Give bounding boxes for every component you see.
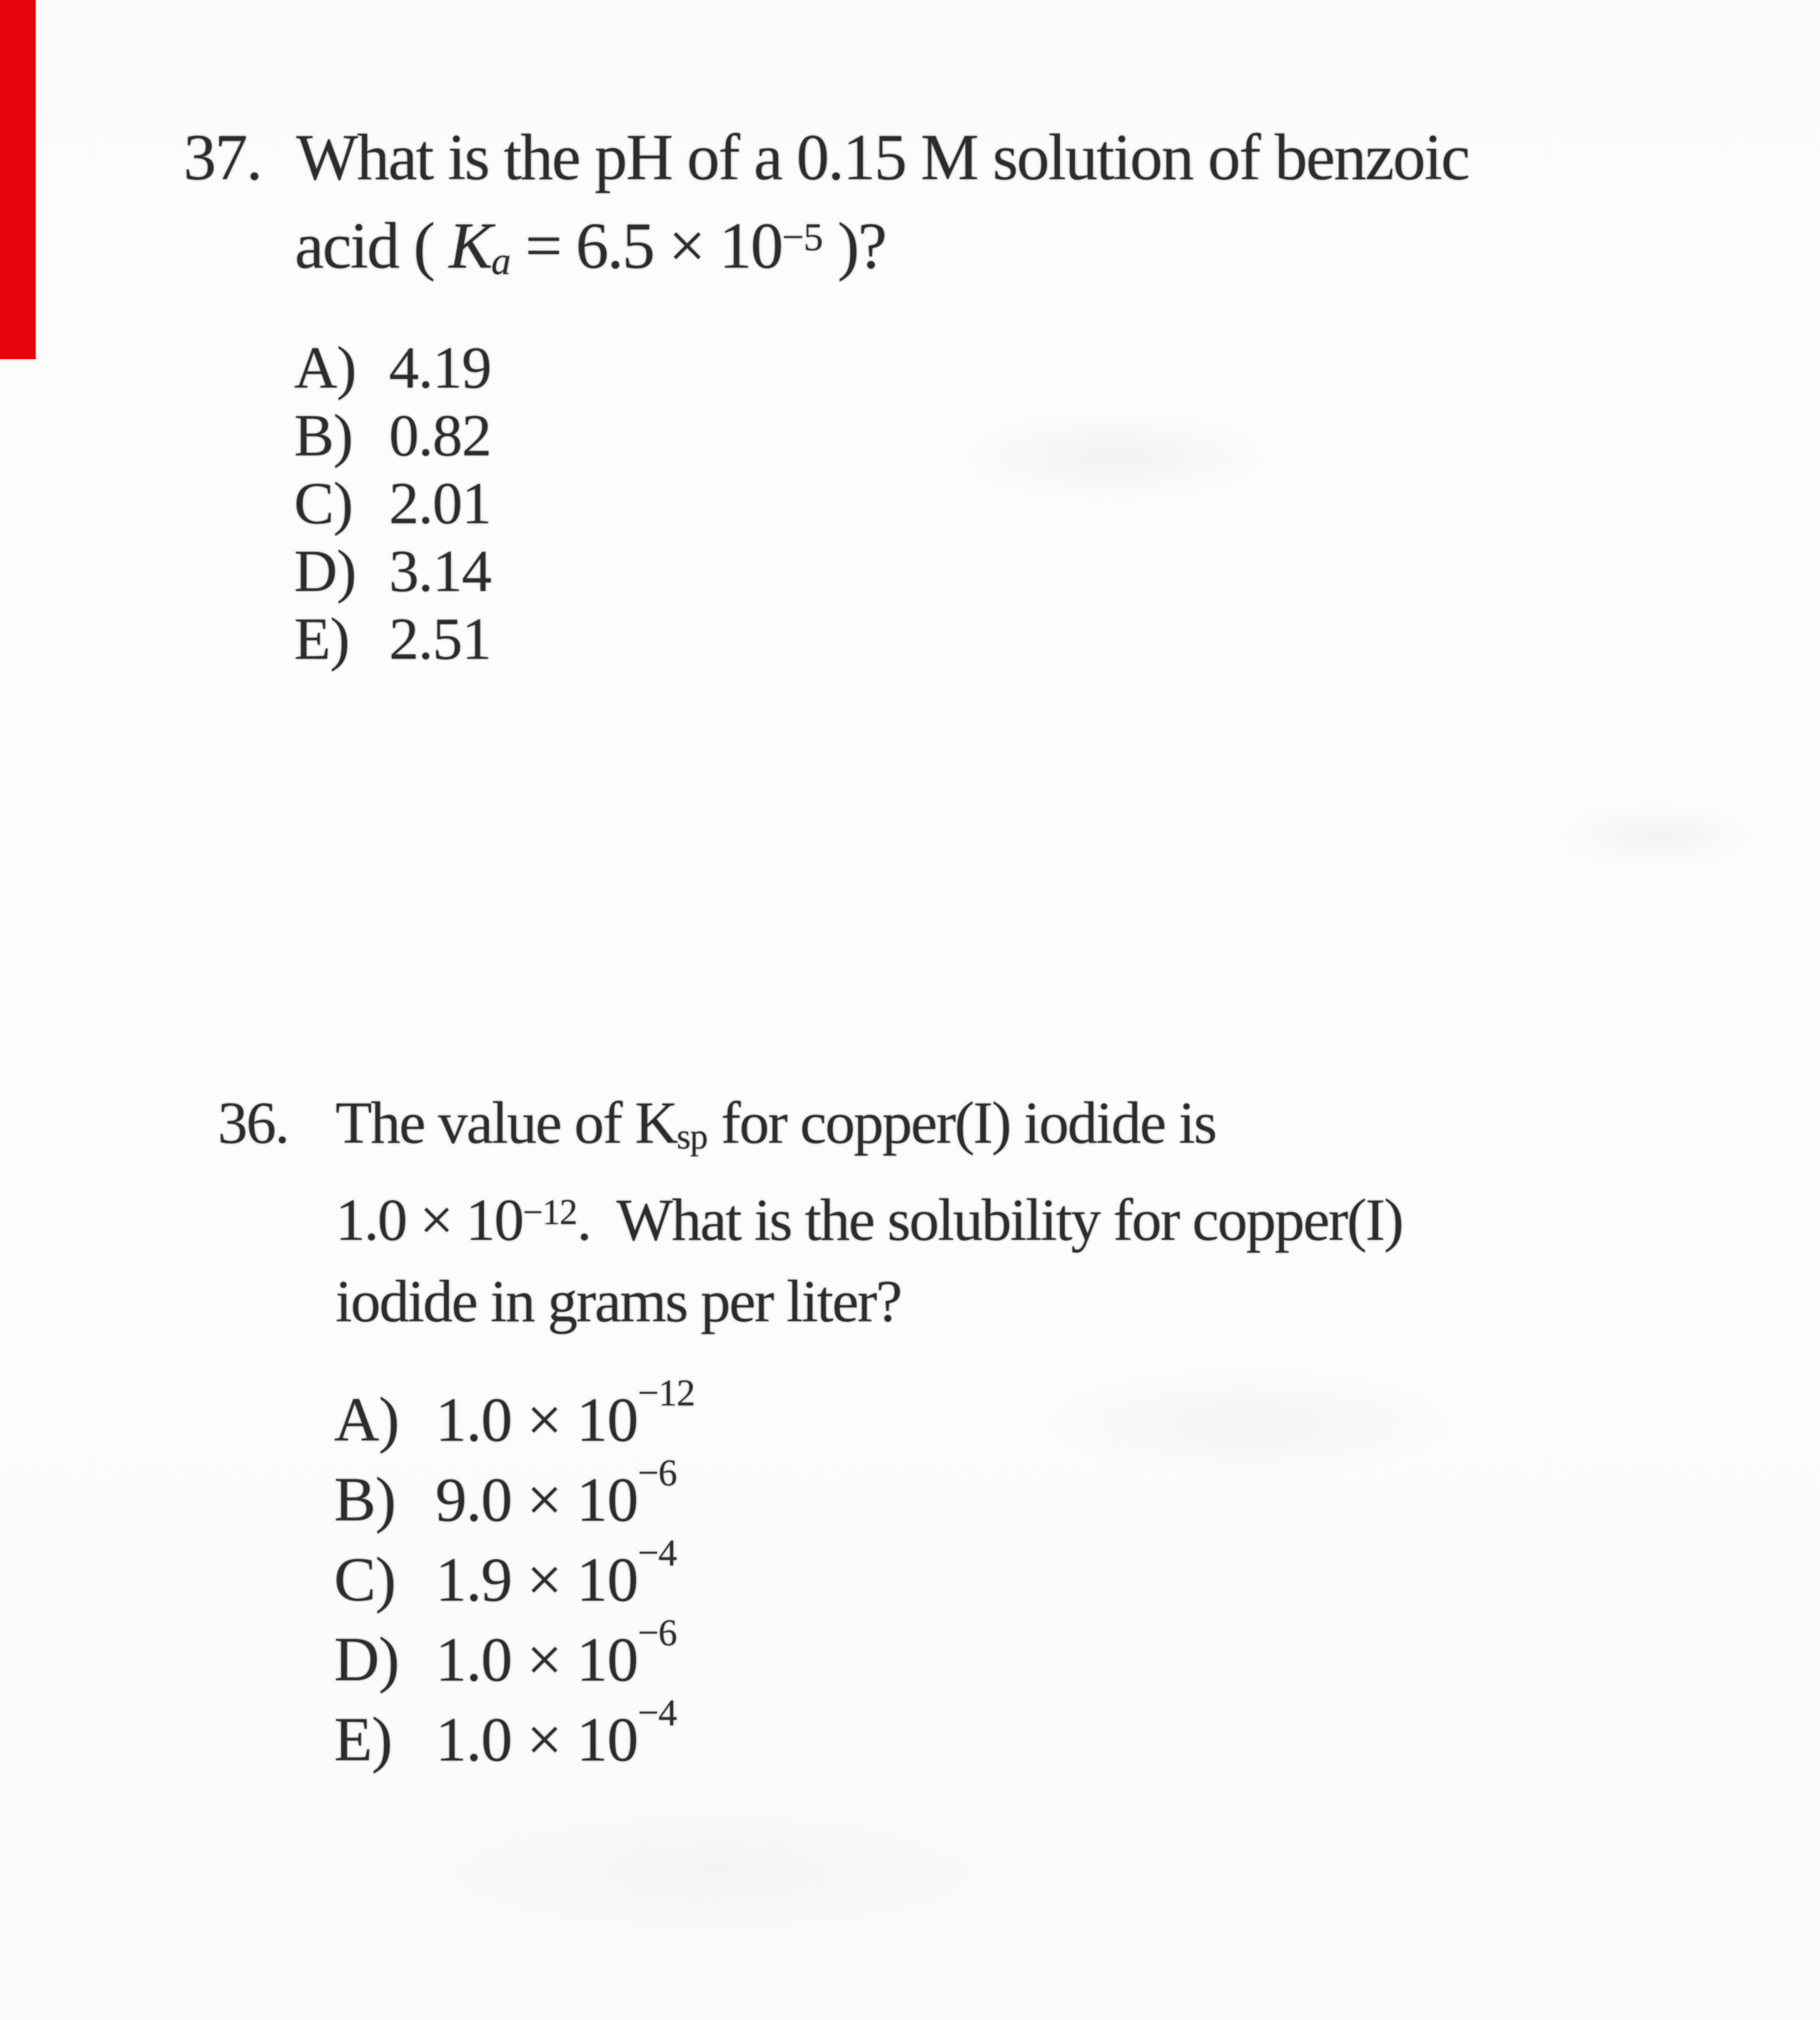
question-37-text-line-2 [295,209,886,283]
question-37-line1-text: What is the pH of a 0.15 M solution of benzoic [296,121,1469,193]
q36-line1-pre: The value of K [335,1090,677,1156]
choice-row-37-d [294,515,491,605]
q36-line1-post: for copper(I) iodide is [707,1090,1216,1156]
choice-label: E) [334,1705,393,1775]
choice-label: D) [334,1625,399,1695]
choice-row-37-c [294,448,491,537]
q36-line2-post: . What is the solubility for copper(I) [577,1187,1403,1253]
question-37-text-line-1 [296,121,1469,193]
question-36-text-line-1 [335,1090,1216,1157]
choice-value: 4.19 [389,334,491,401]
red-scan-edge-artifact [0,0,36,359]
choice-row-36-c [334,1513,694,1615]
choice-row-37-b [294,380,491,469]
ka-subscript: a [491,238,510,283]
choice-value: 9.0 × 10 [435,1465,638,1535]
choice-row-37-a [294,312,491,401]
question-36-choices [334,1353,695,1775]
choice-row-36-a [334,1353,695,1455]
choice-label: A) [334,1385,399,1455]
choice-row-36-e [334,1673,694,1775]
choice-row-36-b [334,1433,694,1535]
q36-ksp-exponent: −12 [522,1191,577,1232]
q37-exponent: −5 [782,215,823,259]
choice-exponent: −12 [637,1373,695,1414]
question-36-number: 36. [218,1090,288,1156]
choice-value: 2.51 [389,605,491,672]
q37-line2-mid: = 6.5 × 10 [510,209,782,282]
choice-exponent: −4 [637,1692,677,1734]
choice-value: 1.0 × 10 [435,1385,638,1455]
q36-line2-pre: 1.0 × 10 [335,1187,523,1253]
choice-label: B) [334,1465,395,1535]
choice-value: 1.0 × 10 [435,1705,638,1775]
question-37-choices [294,312,491,672]
choice-row-37-e [294,583,491,672]
choice-exponent: −4 [637,1532,677,1574]
choice-label: D) [294,537,356,605]
ksp-subscript: sp [677,1116,707,1157]
choice-row-36-d [334,1593,694,1695]
choice-label: C) [294,470,353,537]
choice-label: A) [294,334,356,401]
choice-exponent: −6 [637,1612,677,1654]
q36-line3-text: iodide in grams per liter? [335,1268,901,1335]
choice-value: 3.14 [389,537,491,605]
choice-label: B) [294,402,353,469]
q37-line2-post: )? [822,209,886,282]
choice-label: E) [294,605,350,672]
choice-value: 1.0 × 10 [435,1625,638,1695]
choice-exponent: −6 [637,1453,677,1494]
question-36-text-line-3 [335,1268,901,1335]
choice-value: 2.01 [389,470,491,537]
choice-label: C) [334,1545,395,1615]
choice-value: 1.9 × 10 [435,1545,638,1615]
ka-symbol: K [448,209,492,282]
choice-value: 0.82 [389,402,491,469]
question-36-text-line-2 [335,1187,1403,1253]
question-37-number: 37. [183,121,261,193]
q37-line2-pre: acid ( [295,209,449,282]
